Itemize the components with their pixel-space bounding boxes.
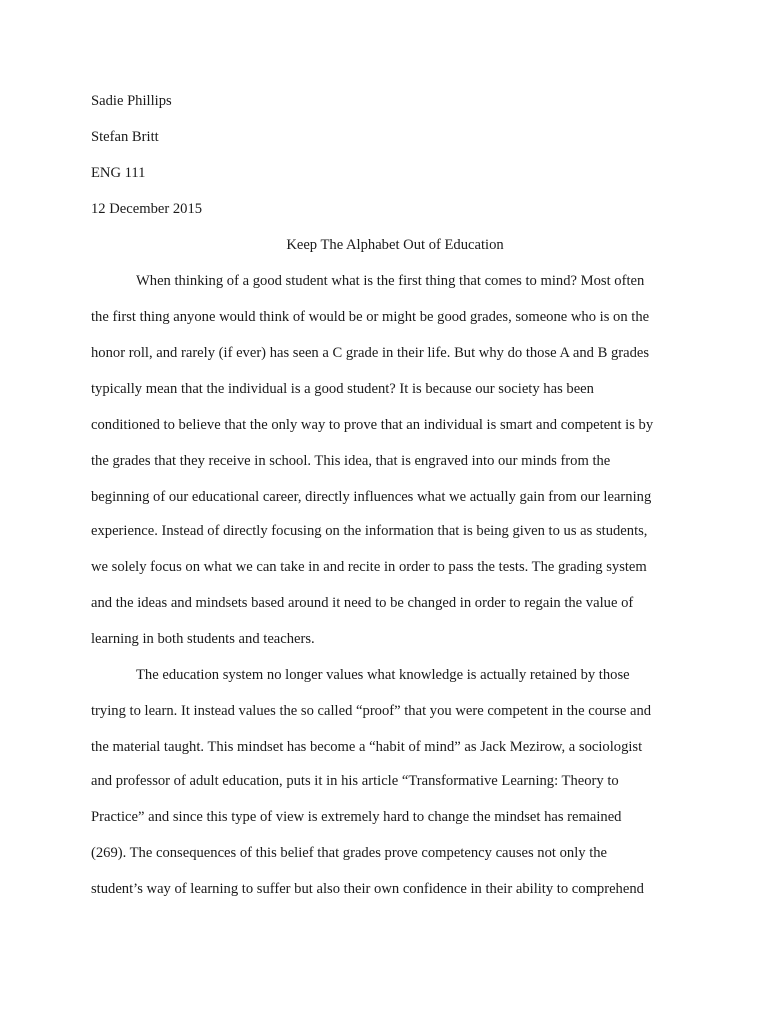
- paragraph-line: student’s way of learning to suffer but also their own confidence in their ability to comprehend: [91, 881, 644, 897]
- paragraph-line: typically mean that the individual is a good student? It is because our society has been: [91, 381, 594, 397]
- paragraph-line: conditioned to believe that the only way to prove that an individual is smart and competent is by: [91, 417, 654, 433]
- paragraph-line: and the ideas and mindsets based around it need to be changed in order to regain the value of: [91, 595, 634, 611]
- essay-date: 12 December 2015: [91, 201, 203, 217]
- paragraph-line: (269). The consequences of this belief that grades prove competency causes not only the: [91, 845, 608, 861]
- paragraph-line: experience. Instead of directly focusing on the information that is being given to us as students,: [91, 523, 648, 539]
- paragraph-line: beginning of our educational career, directly influences what we actually gain from our learning: [91, 489, 652, 505]
- instructor-name: Stefan Britt: [91, 129, 159, 145]
- paragraph-line: the first thing anyone would think of would be or might be good grades, someone who is on the: [91, 309, 650, 325]
- paragraph-line: The education system no longer values what knowledge is actually retained by those: [136, 667, 630, 683]
- course-name: ENG 111: [91, 165, 146, 181]
- paragraph-line: honor roll, and rarely (if ever) has seen a C grade in their life. But why do those A and B grades: [91, 345, 650, 361]
- essay-title: Keep The Alphabet Out of Education: [286, 237, 504, 253]
- paragraph-line: the material taught. This mindset has become a “habit of mind” as Jack Mezirow, a sociologist: [91, 739, 643, 755]
- paragraph-line: Practice” and since this type of view is extremely hard to change the mindset has remained: [91, 809, 622, 825]
- author-name: Sadie Phillips: [91, 93, 172, 109]
- paragraph-line: When thinking of a good student what is the first thing that comes to mind? Most often: [136, 273, 645, 289]
- paragraph-line: we solely focus on what we can take in and recite in order to pass the tests. The grading system: [91, 559, 647, 575]
- paragraph-line: learning in both students and teachers.: [91, 631, 315, 647]
- paragraph-line: and professor of adult education, puts it in his article “Transformative Learning: Theory to: [91, 773, 619, 789]
- paragraph-line: trying to learn. It instead values the so called “proof” that you were competent in the course and: [91, 703, 652, 719]
- paragraph-line: the grades that they receive in school. This idea, that is engraved into our minds from the: [91, 453, 611, 469]
